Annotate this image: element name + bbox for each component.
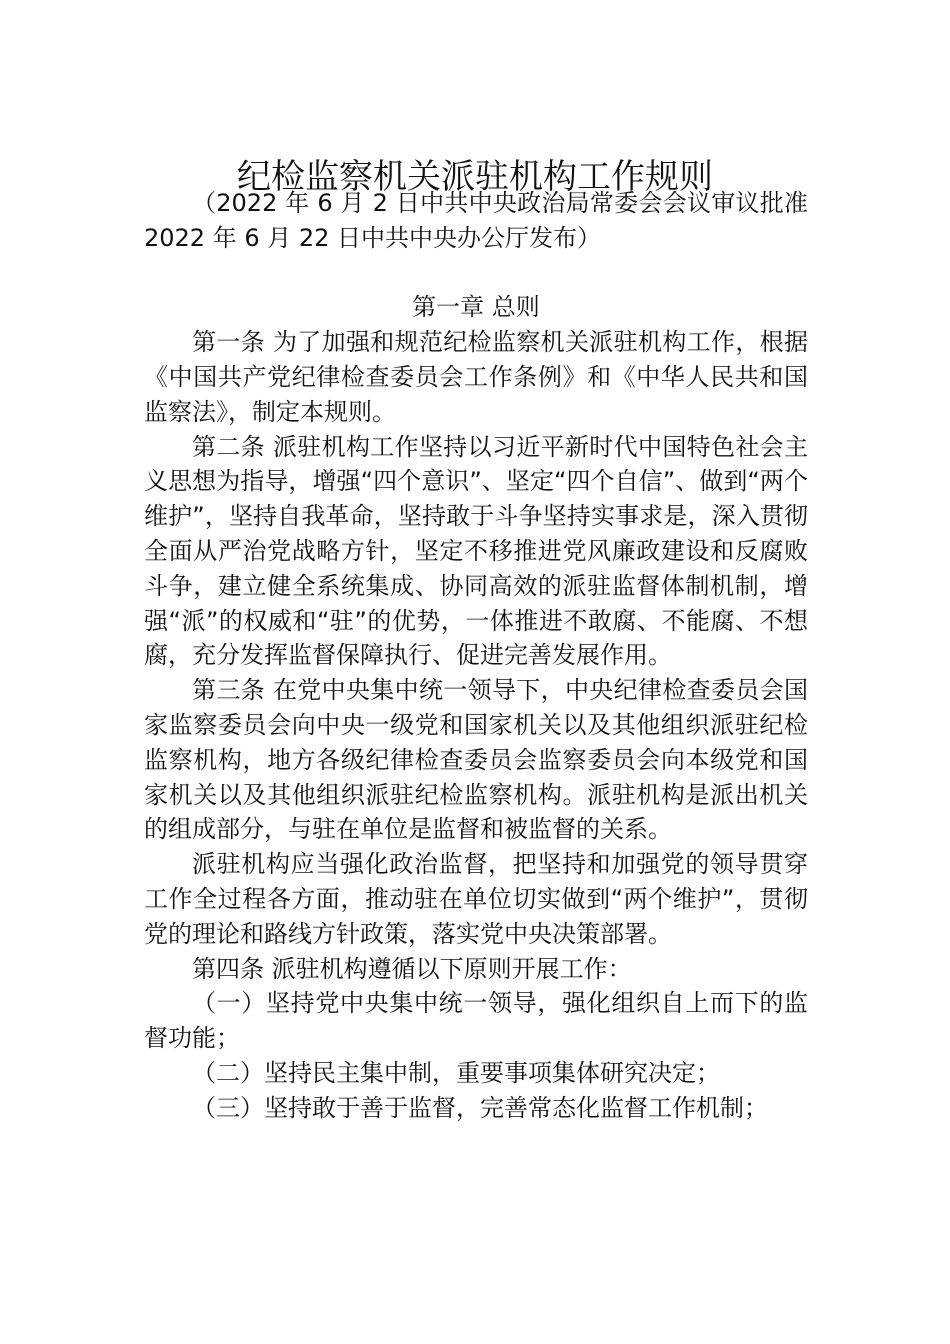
paragraph: 派驻机构应当强化政治监督，把坚持和加强党的领导贯穿工作全过程各方面，推动驻在单位切实做到“两个维护”，贯彻党的理论和路线方针政策，落实党中央决策部署。	[144, 850, 808, 948]
paragraph: 第三条 在党中央集中统一领导下，中央纪律检查委员会国家监察委员会向中央一级党和国家机关以及其他组织派驻纪检监察机构，地方各级纪律检查委员会监察委员会向本级党和国家机关以及其他组织派驻纪检监察机构。派驻机构是派出机关的组成部分，与驻在单位是监督和被监督的关系。	[144, 676, 808, 844]
document-body	[144, 186, 808, 1126]
chapter-heading: 第一章 总则	[412, 293, 540, 322]
document-title: 纪检监察机关派驻机构工作规则	[237, 156, 713, 197]
paragraph: 第一条 为了加强和规范纪检监察机关派驻机构工作，根据《中国共产党纪律检查委员会工作条例》和《中华人民共和国监察法》，制定本规则。	[144, 328, 808, 426]
list-item: （三）坚持敢于善于监督，完善常态化监督工作机制；	[192, 1093, 768, 1122]
list-item: （二）坚持民主集中制，重要事项集体研究决定；	[192, 1058, 720, 1087]
document-note: （2022 年 6 月 2 日中共中央政治局常委会会议审议批准 2022 年 6 月 22 日中共中央办公厅发布）	[144, 189, 808, 252]
paragraph: 第四条 派驻机构遵循以下原则开展工作：	[192, 954, 632, 983]
paragraph: 第二条 派驻机构工作坚持以习近平新时代中国特色社会主义思想为指导，增强“四个意识”、坚定“四个自信”、做到“两个维护”，坚持自我革命，坚持敢于斗争坚持实事求是，深入贯彻全面从严治党战略方针，坚定不移推进党风廉政建设和反腐败斗争，建立健全系统集成、协同高效的派驻监督体制机制，增强“派”的权威和“驻”的优势，一体推进不敢腐、不能腐、不想腐，充分发挥监督保障执行、促进完善发展作用。	[144, 432, 808, 670]
list-item: （一）坚持党中央集中统一领导，强化组织自上而下的监督功能；	[144, 989, 808, 1053]
